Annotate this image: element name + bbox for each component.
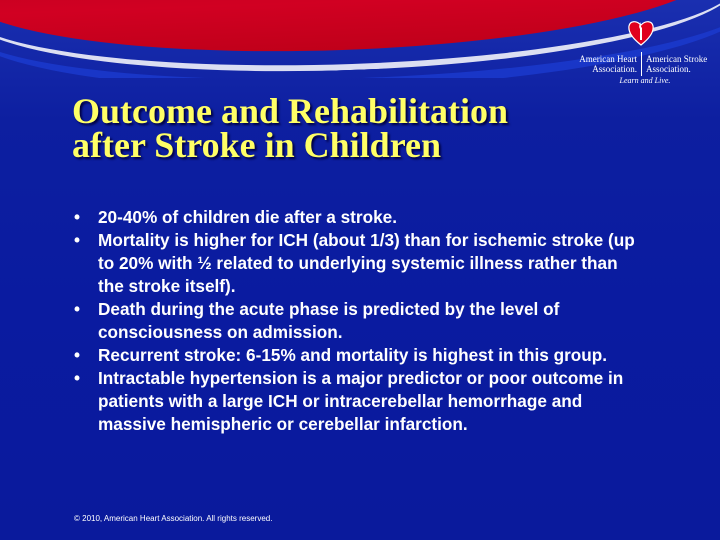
bullet-text: 20-40% of children die after a stroke. [98,207,397,227]
bullet-dot: • [74,230,81,250]
bullet-item [72,206,644,229]
bullet-dot: • [74,368,81,388]
bullet-dot: • [74,207,81,227]
bullet-dot: • [74,299,81,319]
aha-name-line1: American Heart [579,54,637,64]
bullet-item [72,298,644,344]
aha-name [567,54,637,74]
aha-name-line2: Association. [592,64,637,74]
bullet-dot: • [74,345,81,365]
bullet-text: Death during the acute phase is predicted by the level of consciousness on admission. [98,299,560,342]
bullet-item [72,367,644,436]
bullet-item [72,229,644,298]
title-line-2: after Stroke in Children [72,125,442,165]
bullet-item [72,344,644,367]
logo-divider [641,52,642,76]
slide-title [72,91,632,165]
aha-asa-logo [565,18,715,88]
heart-torch-icon [628,18,654,46]
asa-name-line2: Association. [646,64,691,74]
bullet-text: Mortality is higher for ICH (about 1/3) than for ischemic stroke (up to 20% with ½ related to underlying systemic illness rather than the stroke itself). [98,230,635,296]
asa-name [646,54,716,74]
logo-tagline: Learn and Live. [619,76,671,85]
bullet-text: Recurrent stroke: 6-15% and mortality is highest in this group. [98,345,608,365]
copyright-footer: © 2010, American Heart Association. All rights reserved. [74,514,273,523]
bullet-list [72,206,644,436]
asa-name-line1: American Stroke [646,54,708,64]
bullet-text: Intractable hypertension is a major predictor or poor outcome in patients with a large ICH or intracerebellar hemorrhage and massive hemispheric or cerebellar infarction. [98,368,624,434]
title-line-1: Outcome and Rehabilitation [72,91,509,131]
